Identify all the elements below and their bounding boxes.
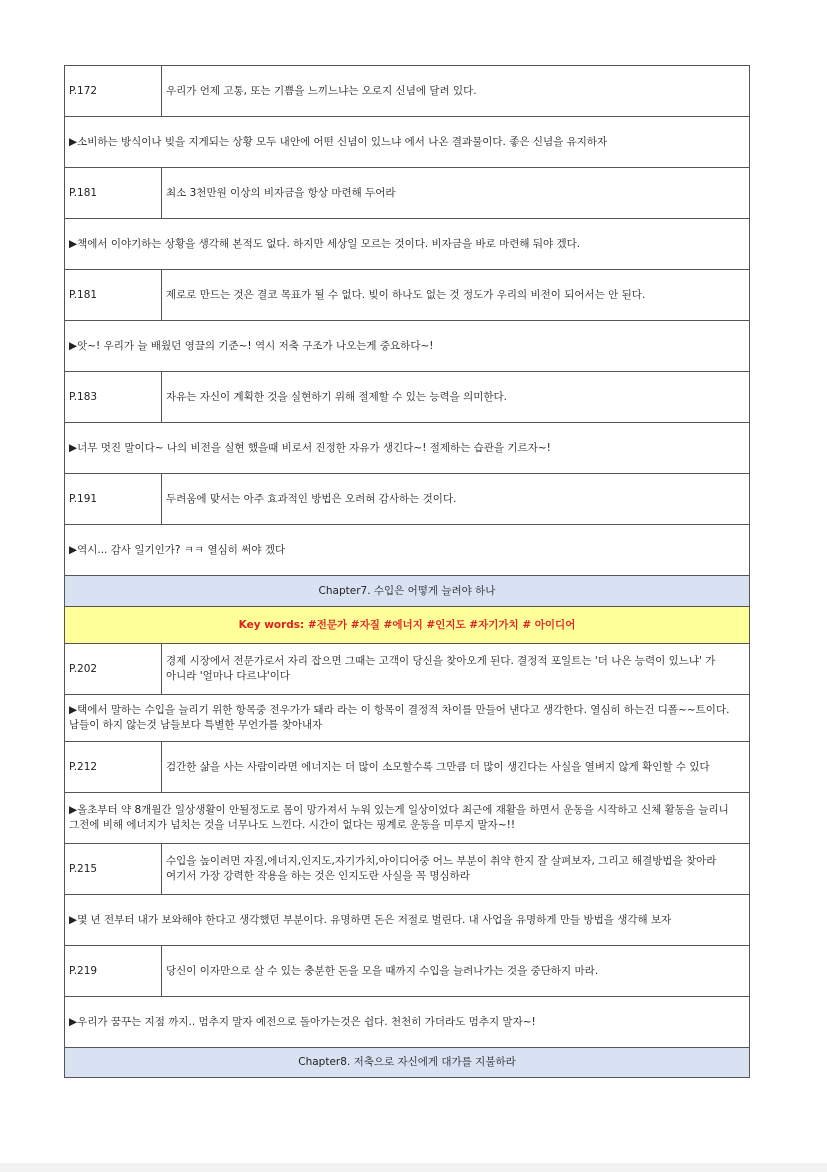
quote-text: 최소 3천만원 이상의 비자금을 항상 마련해 두어라 — [162, 168, 750, 219]
comment-text: ▶너무 멋진 말이다~ 나의 비전을 실현 했을때 비로서 진정한 자유가 생긴다~! 절제하는 습관을 기르자~! — [65, 423, 750, 474]
reading-notes-table — [64, 65, 750, 1078]
page-reference: P.212 — [65, 742, 162, 793]
page-reference: P.172 — [65, 66, 162, 117]
quote-text: 자유는 자신이 계획한 것을 실현하기 위해 절제할 수 있는 능력을 의미한다. — [162, 372, 750, 423]
quote-text: 두려움에 맞서는 아주 효과적인 방법은 오려혀 감사하는 것이다. — [162, 474, 750, 525]
quote-text: 우리가 언제 고통, 또는 기쁨을 느끼느냐는 오로지 신념에 달려 있다. — [162, 66, 750, 117]
quote-row — [65, 474, 750, 525]
page-reference: P.191 — [65, 474, 162, 525]
comment-text: ▶우리가 꿈꾸는 지점 까지.. 멈추지 말자 예전으로 돌아가는것은 쉽다. 천천히 가더라도 멈추지 말자~! — [65, 997, 750, 1048]
comment-text: ▶올초부터 약 8개월간 일상생활이 안될정도로 몸이 망가져서 누워 있는게 일상이었다 최근에 재활을 하면서 운동을 시작하고 신체 활동을 늘리니 그전에 비해 에너지가 넘치는 것을 너무나도 느낀다. 시간이 없다는 핑계로 운동을 미루지 말자~!! — [65, 793, 750, 844]
page-reference: P.219 — [65, 946, 162, 997]
quote-text: 당신이 이자만으로 살 수 있는 충분한 돈을 모을 때까지 수입을 늘려나가는 것을 중단하지 마라. — [162, 946, 750, 997]
comment-row — [65, 219, 750, 270]
keywords-row — [65, 607, 750, 644]
page-reference: P.202 — [65, 644, 162, 695]
chapter-heading-row — [65, 1048, 750, 1078]
quote-row — [65, 270, 750, 321]
comment-row — [65, 117, 750, 168]
chapter-title: Chapter7. 수입은 어떻게 늘려야 하나 — [65, 576, 750, 607]
comment-row — [65, 525, 750, 576]
chapter-heading-row — [65, 576, 750, 607]
page-bottom-margin — [0, 1163, 827, 1172]
quote-row — [65, 372, 750, 423]
comment-text: ▶책에서 이야기하는 상황을 생각해 본적도 없다. 하지만 세상일 모르는 것이다. 비자금을 바로 마련해 둬야 겠다. — [65, 219, 750, 270]
quote-text: 수입을 높이려면 자질,에너지,인지도,자기가치,아이디어중 어느 부분이 취약 한지 잘 살펴보자, 그리고 해결방법을 찾아라 여기서 가장 강력한 작용을 하는 것은 인지도란 사실을 꼭 명심하라 — [162, 844, 750, 895]
keywords-text: Key words: #전문가 #자질 #에너지 #인지도 #자기가치 # 아이디어 — [65, 607, 750, 644]
comment-text: ▶택에서 말하는 수입을 늘리기 위한 항목중 전우가가 돼라 라는 이 항목이 결정적 차이를 만들어 낸다고 생각한다. 열심히 하는건 디폴~~트이다. 남들이 하지 않는것 남들보다 특별한 무언가를 찾아내자 — [65, 695, 750, 742]
comment-row — [65, 695, 750, 742]
comment-row — [65, 895, 750, 946]
comment-row — [65, 321, 750, 372]
quote-row — [65, 644, 750, 695]
page-reference: P.181 — [65, 168, 162, 219]
quote-text: 제로로 만드는 것은 결코 목표가 될 수 없다. 빚이 하나도 없는 것 정도가 우리의 비전이 되어서는 안 된다. — [162, 270, 750, 321]
comment-row — [65, 423, 750, 474]
comment-text: ▶앗~! 우리가 늘 배웠던 영끌의 기준~! 역시 저축 구조가 나오는게 중요하다~! — [65, 321, 750, 372]
quote-row — [65, 742, 750, 793]
quote-text: 경제 시장에서 전문가로서 자리 잡으면 그때는 고객이 당신을 찾아오게 된다. 결정적 포일트는 '더 나은 능력이 있느냐' 가 아니라 '얼마나 다르냐'이다 — [162, 644, 750, 695]
page-reference: P.183 — [65, 372, 162, 423]
quote-row — [65, 844, 750, 895]
comment-row — [65, 793, 750, 844]
page-reference: P.215 — [65, 844, 162, 895]
page-reference: P.181 — [65, 270, 162, 321]
comment-text: ▶소비하는 방식이나 빚을 지게되는 상황 모두 내안에 어떤 신념이 있느냐 에서 나온 결과물이다. 좋은 신념을 유지하자 — [65, 117, 750, 168]
comment-row — [65, 997, 750, 1048]
comment-text: ▶몇 년 전부터 내가 보와해야 한다고 생각했던 부분이다. 유명하면 돈은 저절로 벌린다. 내 사업을 유명하게 만들 방법을 생각해 보자 — [65, 895, 750, 946]
quote-row — [65, 66, 750, 117]
comment-text: ▶역시... 감사 일기인가? ㅋㅋ 열심히 써야 겠다 — [65, 525, 750, 576]
quote-row — [65, 946, 750, 997]
quote-row — [65, 168, 750, 219]
chapter-title: Chapter8. 저축으로 자신에게 대가를 지불하라 — [65, 1048, 750, 1078]
quote-text: 검간한 삶을 사는 사람이라면 에너지는 더 많이 소모할수록 그만큼 더 많이 생긴다는 사실을 열벼지 않게 확인할 수 있다 — [162, 742, 750, 793]
